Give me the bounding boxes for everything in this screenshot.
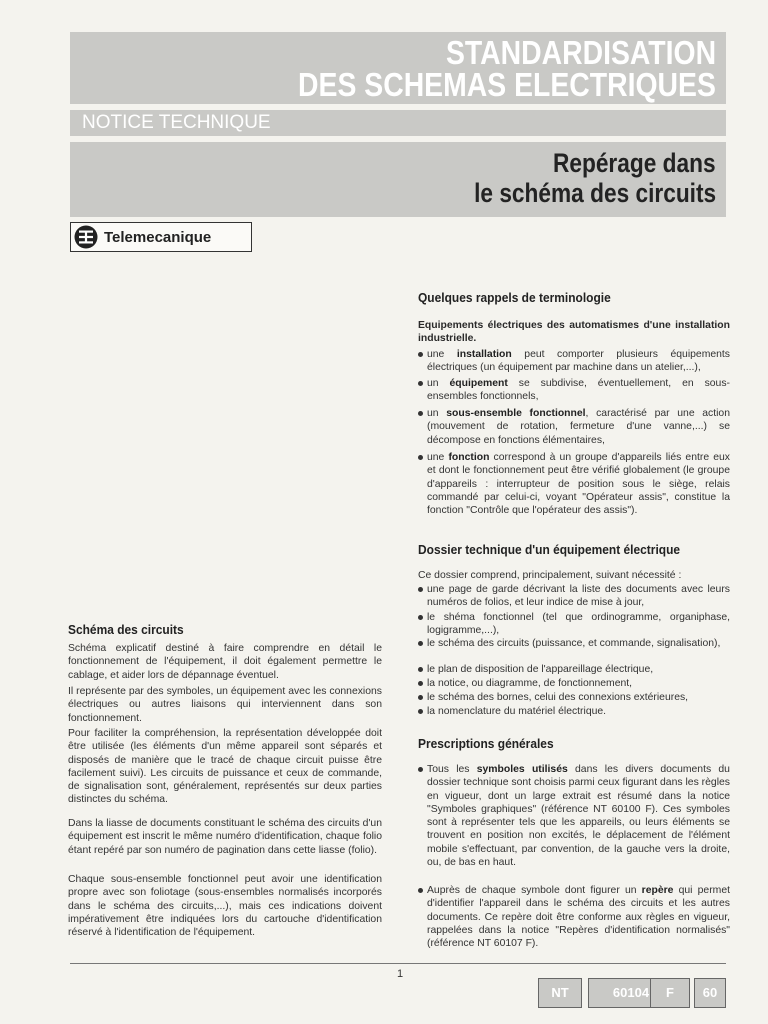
doc-title-line1: STANDARDISATION: [445, 34, 716, 71]
paragraph: Pour faciliter la compréhension, la représentation développée doit être utilisée (les éléments d'un même appareil sont séparés et disposés de manière que le tracé de chaque circuit puisse être facilement suivi). Les circuits de puissance et ceux de commande, de signalisation sont, généralement, représentés sur deux parties distinctes du schéma.: [68, 728, 382, 806]
list-item: la nomenclature du matériel électrique.: [418, 705, 730, 718]
list-item: le shéma fonctionnel (tel que ordinogramme, organiphase, logigramme,...),: [418, 611, 730, 638]
list-item: le plan de disposition de l'appareillage électrique,: [418, 663, 730, 676]
list-item: Tous les symboles utilisés dans les divers documents du dossier technique sont choisis parmi ceux figurant dans les règles en vigueur, dont un large extrait est résumé dans la notice "Symboles graphiques" (référence NT 60100 F). Ces symboles sont à représenter tels que les appareils, ou leurs éléments se trouvent en position non excités, le déplacement de l'élément mobile s'effectuant, par convention, de la gauche vers la droite, ou, de bas en haut.: [418, 763, 730, 869]
list-item: un sous-ensemble fonctionnel, caractérisé par une action (mouvement de rotation, fermeture d'une vanne,...) se décompose en fonctions élémentaires,: [418, 407, 730, 447]
section-heading-schema: Schéma des circuits: [68, 622, 184, 637]
brand-logo: [70, 222, 252, 252]
paragraph: Il représente par des symboles, un équipement avec les connexions électriques ou autres liaisons qui interviennent dans son fonctionnement.: [68, 686, 382, 724]
section-subheading: Equipements électriques des automatismes d'une installation industrielle.: [418, 320, 730, 345]
list-item: Auprès de chaque symbole dont figurer un repère qui permet d'identifier l'appareil dans le schéma des circuits et les autres documents. Ce repère doit être conforme aux règles en vigueur, rappelées dans la notice "Repères d'identification normalisés" (référence NT 60107 F).: [418, 884, 730, 950]
list-item: une page de garde décrivant la liste des documents avec leurs numéros de folios, et leur indice de mise à jour,: [418, 583, 730, 610]
ref-box-number: 60104: [588, 978, 674, 1008]
paragraph: Chaque sous-ensemble fonctionnel peut avoir une identification propre avec son foliotage (sous-ensembles normalisés incorporés dans le schéma des circuits,...), mais ces indications doivent impérativement être indiquées lors du cartouche d'identification réservé à l'identification de l'équipement.: [68, 874, 382, 939]
ref-box-lang: F: [650, 978, 690, 1008]
brand-name: Telemecanique: [104, 229, 212, 246]
footer-divider: [70, 963, 726, 964]
paragraph: Schéma explicatif destiné à faire comprendre en détail le fonctionnement de l'équipement, il doit également permettre le cablage, et aider lors de dépannage éventuel.: [68, 643, 382, 681]
page-number: 1: [396, 968, 404, 980]
list-item: une fonction correspond à un groupe d'appareils liés entre eux et dont le fonctionnement peut être vérifié globalement (le groupe d'appareils : interrupteur de position sous le siège, relais commandé par celui-ci, voyant "Opérateur assis", constitue la fonction "Contrôle que l'opérateur des assis").: [418, 451, 730, 517]
list-item: un équipement se subdivise, éventuellement, en sous-ensembles fonctionnels,: [418, 377, 730, 404]
section-heading-prescriptions: Prescriptions générales: [418, 736, 554, 751]
telemecanique-logo-icon: [74, 225, 98, 249]
list-item: une installation peut comporter plusieurs équipements électriques (un équipement par machine dans un atelier,...),: [418, 348, 730, 375]
ref-box-series: 60: [694, 978, 726, 1008]
notice-label: NOTICE TECHNIQUE: [82, 112, 271, 133]
paragraph: Dans la liasse de documents constituant le schéma des circuits d'un équipement est inscrit le même numéro d'identification, chaque folio étant repéré par son numéro de pagination dans cette liasse (folio).: [68, 818, 382, 856]
list-item: le schéma des circuits (puissance, et commande, signalisation),: [418, 637, 730, 650]
section-heading-dossier: Dossier technique d'un équipement électrique: [418, 542, 681, 557]
topic-title-line2: le schéma des circuits: [473, 178, 716, 208]
list-item: la notice, ou diagramme, de fonctionnement,: [418, 677, 730, 690]
topic-title-line1: Repérage dans: [553, 148, 716, 178]
list-item: le schéma des bornes, celui des connexions extérieures,: [418, 691, 730, 704]
section-intro: Ce dossier comprend, principalement, suivant nécessité :: [418, 570, 682, 581]
doc-title-line2: DES SCHEMAS ELECTRIQUES: [298, 66, 716, 103]
ref-box-nt: NT: [538, 978, 582, 1008]
section-heading-terminologie: Quelques rappels de terminologie: [418, 290, 611, 305]
